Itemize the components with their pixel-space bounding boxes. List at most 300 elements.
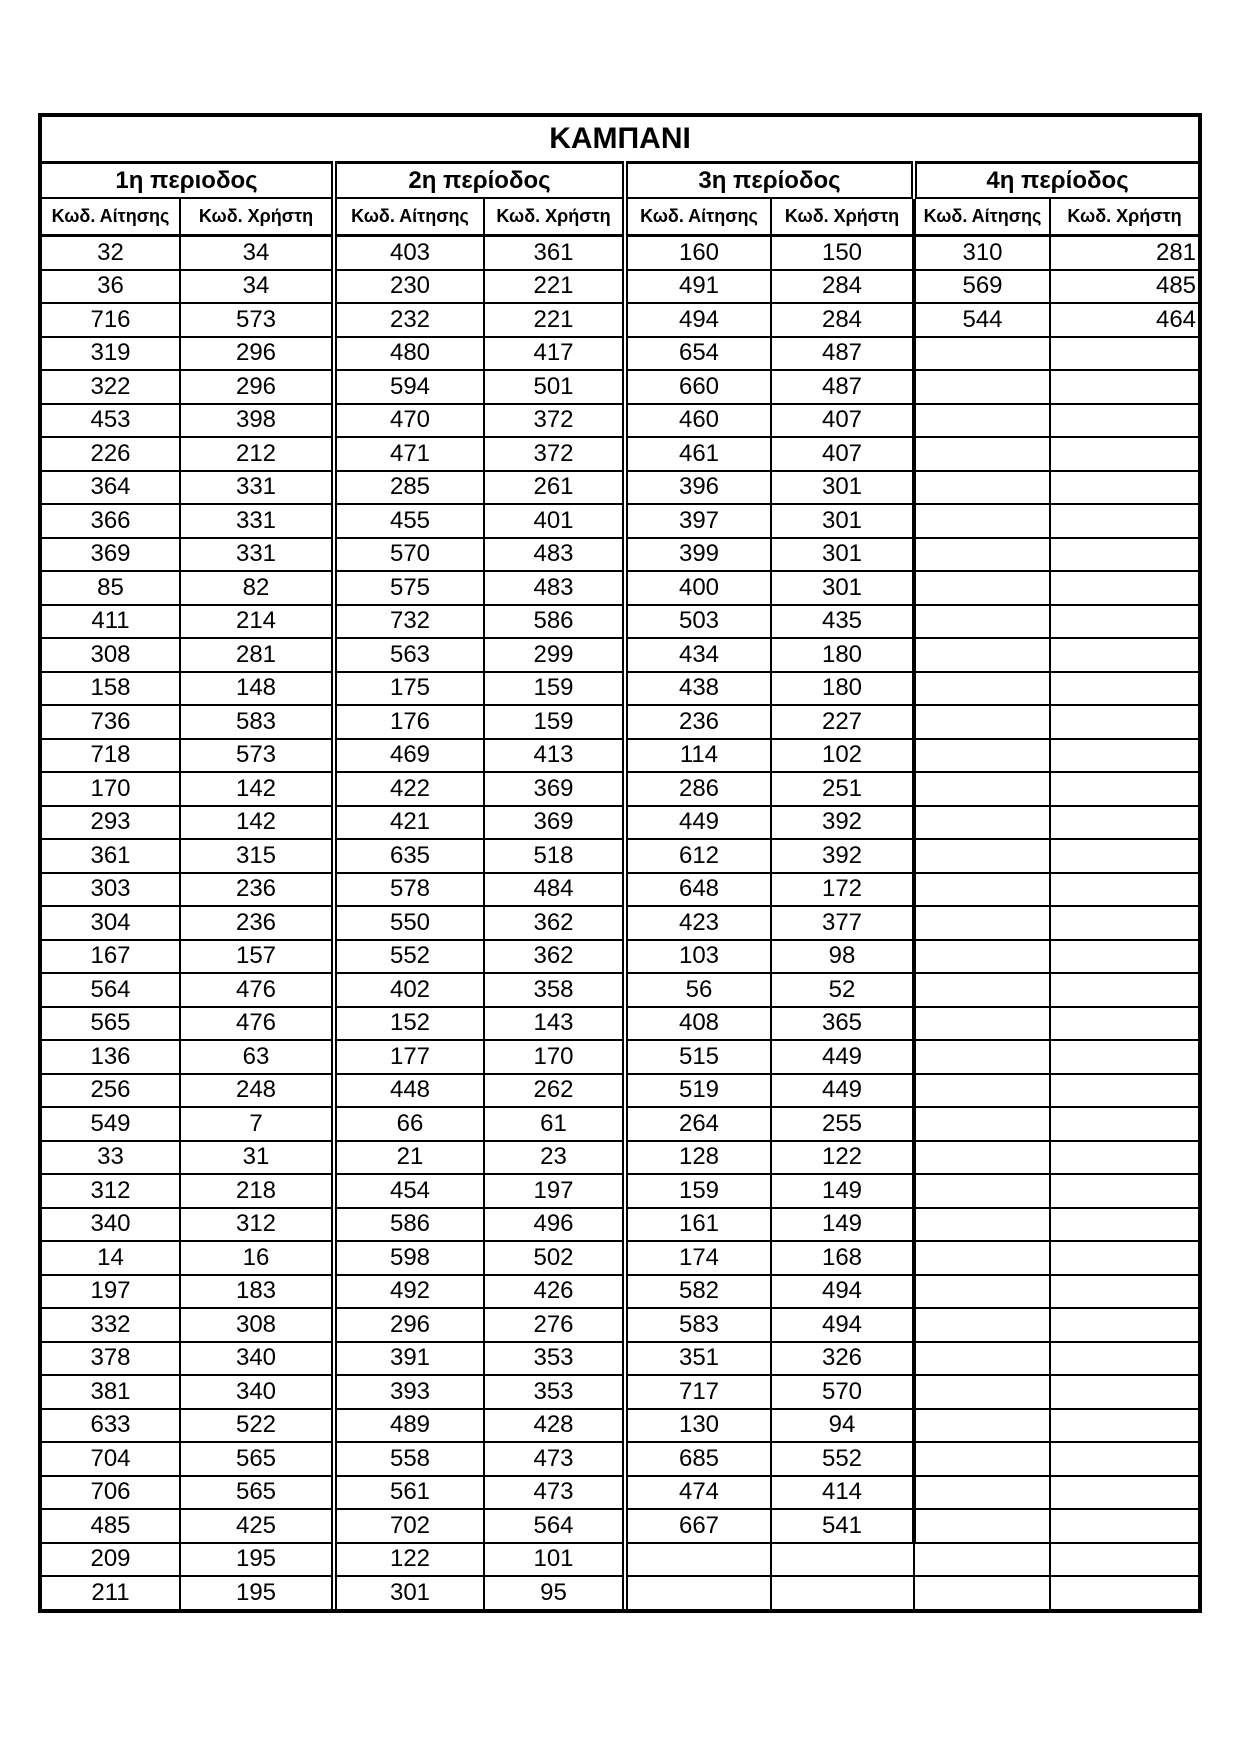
user-code-cell xyxy=(1050,839,1198,873)
user-code-cell: 142 xyxy=(180,806,334,840)
user-code-cell: 308 xyxy=(180,1308,334,1342)
request-code-cell: 612 xyxy=(625,839,771,873)
request-code-cell: 226 xyxy=(42,437,180,471)
request-code-cell: 471 xyxy=(334,437,484,471)
request-code-cell: 211 xyxy=(91,1578,130,1606)
request-code-cell: 470 xyxy=(334,404,484,438)
user-code-cell: 331 xyxy=(180,471,334,505)
request-code-cell: 264 xyxy=(625,1107,771,1141)
request-code-cell: 391 xyxy=(334,1342,484,1376)
user-code-cell: 365 xyxy=(771,1007,914,1041)
request-code-cell xyxy=(914,337,1050,371)
request-code-cell xyxy=(914,1107,1050,1141)
table-row xyxy=(42,538,1198,572)
user-code-cell: 142 xyxy=(180,772,334,806)
request-code-cell: 454 xyxy=(334,1174,484,1208)
table-row xyxy=(42,1040,1198,1074)
table-row xyxy=(42,303,1198,337)
request-code-cell: 160 xyxy=(625,236,771,270)
request-code-cell: 453 xyxy=(42,404,180,438)
table-row xyxy=(42,873,1198,907)
request-code-cell: 448 xyxy=(334,1074,484,1108)
request-code-cell xyxy=(914,1442,1050,1476)
request-code-cell: 564 xyxy=(42,973,180,1007)
user-code-cell: 276 xyxy=(484,1308,625,1342)
request-code-cell xyxy=(914,1241,1050,1275)
request-code-cell xyxy=(914,504,1050,538)
request-code-cell: 32 xyxy=(42,236,180,270)
table-row xyxy=(42,337,1198,371)
request-code-cell: 494 xyxy=(625,303,771,337)
request-code-cell xyxy=(914,1275,1050,1309)
user-code-cell: 435 xyxy=(771,605,914,639)
request-code-cell: 408 xyxy=(625,1007,771,1041)
user-code-cell: 522 xyxy=(180,1409,334,1443)
request-code-cell: 209 xyxy=(42,1543,180,1577)
request-code-cell: 565 xyxy=(42,1007,180,1041)
request-code-cell: 301 xyxy=(334,1576,484,1609)
request-code-cell: 400 xyxy=(625,571,771,605)
user-code-cell xyxy=(1050,1174,1198,1208)
user-code-cell: 369 xyxy=(484,806,625,840)
request-code-cell: 422 xyxy=(334,772,484,806)
user-code-cell: 284 xyxy=(771,303,914,337)
request-code-cell: 660 xyxy=(625,370,771,404)
user-code-cell: 143 xyxy=(484,1007,625,1041)
user-code-cell: 398 xyxy=(180,404,334,438)
user-code-cell: 564 xyxy=(484,1509,625,1543)
table-row xyxy=(42,940,1198,974)
period-4-header: 4η περίοδος xyxy=(914,163,1198,199)
request-code-cell: 236 xyxy=(625,705,771,739)
request-code-cell: 303 xyxy=(42,873,180,907)
table-row xyxy=(42,571,1198,605)
request-code-cell: 550 xyxy=(334,906,484,940)
user-code-cell: 583 xyxy=(180,705,334,739)
request-code-cell: 399 xyxy=(625,538,771,572)
request-code-cell xyxy=(914,705,1050,739)
user-code-cell: 473 xyxy=(484,1442,625,1476)
request-code-cell: 381 xyxy=(42,1375,180,1409)
user-code-cell: 362 xyxy=(484,940,625,974)
user-code-cell: 541 xyxy=(771,1509,914,1543)
user-code-cell: 552 xyxy=(771,1442,914,1476)
user-code-cell: 101 xyxy=(484,1543,625,1577)
user-code-cell xyxy=(1050,1074,1198,1108)
user-code-cell: 31 xyxy=(180,1141,334,1175)
request-code-cell: 434 xyxy=(625,638,771,672)
request-code-cell xyxy=(914,672,1050,706)
user-code-cell: 221 xyxy=(484,303,625,337)
request-code-cell: 103 xyxy=(625,940,771,974)
user-code-cell: 362 xyxy=(484,906,625,940)
user-code-cell: 122 xyxy=(771,1141,914,1175)
period-3-header: 3η περίοδος xyxy=(625,163,914,199)
period-2-header: 2η περίοδος xyxy=(334,163,625,199)
request-code-cell: 633 xyxy=(42,1409,180,1443)
request-code-cell: 704 xyxy=(42,1442,180,1476)
user-code-cell: 23 xyxy=(484,1141,625,1175)
col-header-user-code: Κωδ. Χρήστη xyxy=(1050,198,1198,236)
user-code-cell: 425 xyxy=(180,1509,334,1543)
request-code-cell: 544 xyxy=(914,303,1050,337)
request-code-cell: 421 xyxy=(334,806,484,840)
user-code-cell xyxy=(1050,1107,1198,1141)
request-code-cell: 340 xyxy=(42,1208,180,1242)
request-code-cell xyxy=(914,1576,1050,1609)
user-code-cell: 464 xyxy=(1050,303,1198,337)
user-code-cell: 331 xyxy=(180,504,334,538)
user-code-cell: 149 xyxy=(771,1174,914,1208)
user-code-cell xyxy=(1050,1275,1198,1309)
user-code-cell: 487 xyxy=(771,370,914,404)
user-code-cell: 487 xyxy=(771,337,914,371)
request-code-cell: 310 xyxy=(914,236,1050,270)
request-code-cell: 736 xyxy=(42,705,180,739)
user-code-cell: 340 xyxy=(180,1375,334,1409)
table-row xyxy=(42,1442,1198,1476)
user-code-cell: 261 xyxy=(484,471,625,505)
user-code-cell: 502 xyxy=(484,1241,625,1275)
request-code-cell: 685 xyxy=(625,1442,771,1476)
col-header-request-code: Κωδ. Αίτησης xyxy=(42,198,180,236)
user-code-cell: 296 xyxy=(180,337,334,371)
user-code-cell xyxy=(1050,1141,1198,1175)
request-code-cell: 469 xyxy=(334,739,484,773)
user-code-cell: 401 xyxy=(484,504,625,538)
user-code-cell: 484 xyxy=(484,873,625,907)
request-code-cell: 561 xyxy=(334,1476,484,1510)
request-code-cell: 130 xyxy=(625,1409,771,1443)
user-code-cell: 483 xyxy=(484,571,625,605)
user-code-cell xyxy=(1050,370,1198,404)
request-code-cell: 159 xyxy=(625,1174,771,1208)
user-code-cell xyxy=(771,1543,914,1577)
request-code-cell xyxy=(914,1509,1050,1543)
user-code-cell: 236 xyxy=(180,906,334,940)
request-code-cell: 578 xyxy=(334,873,484,907)
user-code-cell xyxy=(1050,705,1198,739)
request-code-cell: 460 xyxy=(625,404,771,438)
request-code-cell: 378 xyxy=(42,1342,180,1376)
table-row xyxy=(42,1141,1198,1175)
table-row xyxy=(42,1241,1198,1275)
user-code-cell: 312 xyxy=(180,1208,334,1242)
request-code-cell: 563 xyxy=(334,638,484,672)
request-code-cell: 716 xyxy=(42,303,180,337)
table-row xyxy=(42,605,1198,639)
user-code-cell: 361 xyxy=(484,236,625,270)
user-code-cell xyxy=(1050,1576,1198,1609)
request-code-cell xyxy=(914,1007,1050,1041)
request-code-cell: 174 xyxy=(625,1241,771,1275)
user-code-cell: 301 xyxy=(771,504,914,538)
request-code-cell: 21 xyxy=(334,1141,484,1175)
table-row xyxy=(42,906,1198,940)
user-code-cell: 326 xyxy=(771,1342,914,1376)
user-code-cell: 148 xyxy=(180,672,334,706)
request-code-cell: 449 xyxy=(625,806,771,840)
user-code-cell: 82 xyxy=(180,571,334,605)
user-code-cell: 296 xyxy=(180,370,334,404)
request-code-cell: 122 xyxy=(334,1543,484,1577)
user-code-cell: 236 xyxy=(180,873,334,907)
user-code-cell xyxy=(1050,1409,1198,1443)
user-code-cell: 284 xyxy=(771,270,914,304)
request-code-cell: 706 xyxy=(42,1476,180,1510)
user-code-cell: 159 xyxy=(484,705,625,739)
table-row xyxy=(42,1576,1198,1609)
schedule-table-container xyxy=(38,113,1202,1613)
user-code-cell xyxy=(1050,1241,1198,1275)
user-code-cell xyxy=(1050,1543,1198,1577)
table-row xyxy=(42,839,1198,873)
user-code-cell: 180 xyxy=(771,672,914,706)
request-code-cell: 654 xyxy=(625,337,771,371)
period-1-header: 1η περιοδος xyxy=(42,163,334,199)
request-code-cell: 56 xyxy=(625,973,771,1007)
request-code-cell xyxy=(914,839,1050,873)
user-code-cell: 248 xyxy=(180,1074,334,1108)
request-code-cell: 177 xyxy=(334,1040,484,1074)
user-code-cell: 227 xyxy=(771,705,914,739)
user-code-cell: 413 xyxy=(484,739,625,773)
request-code-cell xyxy=(914,404,1050,438)
request-code-cell xyxy=(914,538,1050,572)
user-code-cell: 414 xyxy=(771,1476,914,1510)
table-row xyxy=(42,739,1198,773)
request-code-cell: 366 xyxy=(42,504,180,538)
user-code-cell xyxy=(1050,538,1198,572)
request-code-cell xyxy=(914,605,1050,639)
request-code-cell: 598 xyxy=(334,1241,484,1275)
request-code-cell: 474 xyxy=(625,1476,771,1510)
request-code-cell: 152 xyxy=(334,1007,484,1041)
user-code-cell xyxy=(1050,806,1198,840)
request-code-cell: 296 xyxy=(334,1308,484,1342)
user-code-cell: 449 xyxy=(771,1040,914,1074)
request-code-cell xyxy=(914,906,1050,940)
request-code-cell: 586 xyxy=(334,1208,484,1242)
user-code-cell: 494 xyxy=(771,1308,914,1342)
user-code-cell: 7 xyxy=(180,1107,334,1141)
user-code-cell: 426 xyxy=(484,1275,625,1309)
table-row xyxy=(42,1174,1198,1208)
request-code-cell: 549 xyxy=(42,1107,180,1141)
user-code-cell: 372 xyxy=(484,437,625,471)
user-code-cell xyxy=(1050,638,1198,672)
user-code-cell: 358 xyxy=(484,973,625,1007)
request-code-cell: 732 xyxy=(334,605,484,639)
user-code-cell: 34 xyxy=(180,236,334,270)
user-code-cell xyxy=(1050,1375,1198,1409)
user-code-cell: 281 xyxy=(180,638,334,672)
request-code-cell xyxy=(914,806,1050,840)
request-code-cell xyxy=(914,772,1050,806)
request-code-cell: 364 xyxy=(42,471,180,505)
table-row xyxy=(42,471,1198,505)
request-code-cell: 575 xyxy=(334,571,484,605)
request-code-cell xyxy=(914,1476,1050,1510)
user-code-cell: 262 xyxy=(484,1074,625,1108)
request-code-cell: 396 xyxy=(625,471,771,505)
user-code-cell xyxy=(1050,404,1198,438)
user-code-cell: 573 xyxy=(180,303,334,337)
request-code-cell xyxy=(914,940,1050,974)
col-header-user-code: Κωδ. Χρήστη xyxy=(771,198,914,236)
request-code-cell xyxy=(914,1375,1050,1409)
table-row xyxy=(42,1409,1198,1443)
user-code-cell: 102 xyxy=(771,739,914,773)
request-code-cell: 369 xyxy=(42,538,180,572)
user-code-cell: 483 xyxy=(484,538,625,572)
user-code-cell xyxy=(1050,504,1198,538)
request-code-cell xyxy=(625,1576,771,1609)
table-row xyxy=(42,806,1198,840)
user-code-cell: 61 xyxy=(484,1107,625,1141)
user-code-cell xyxy=(1050,1308,1198,1342)
col-header-request-code: Κωδ. Αίτησης xyxy=(334,198,484,236)
table-row xyxy=(42,504,1198,538)
user-code-cell: 98 xyxy=(771,940,914,974)
user-code-cell xyxy=(771,1576,914,1609)
col-header-request-code: Κωδ. Αίτησης xyxy=(625,198,771,236)
request-code-cell: 161 xyxy=(625,1208,771,1242)
request-code-cell: 397 xyxy=(625,504,771,538)
user-code-cell xyxy=(1050,1040,1198,1074)
column-header-row xyxy=(42,198,1198,236)
user-code-cell: 565 xyxy=(180,1442,334,1476)
user-code-cell: 180 xyxy=(771,638,914,672)
user-code-cell: 52 xyxy=(771,973,914,1007)
table-row xyxy=(42,672,1198,706)
user-code-cell: 372 xyxy=(484,404,625,438)
table-row xyxy=(42,705,1198,739)
user-code-cell: 570 xyxy=(771,1375,914,1409)
request-code-cell xyxy=(914,1208,1050,1242)
user-code-cell: 501 xyxy=(484,370,625,404)
request-code-cell: 285 xyxy=(334,471,484,505)
request-code-cell xyxy=(914,973,1050,1007)
user-code-cell: 95 xyxy=(484,1576,625,1609)
request-code-cell xyxy=(914,370,1050,404)
table-row xyxy=(42,1208,1198,1242)
user-code-cell: 417 xyxy=(484,337,625,371)
user-code-cell: 301 xyxy=(771,538,914,572)
request-code-cell: 361 xyxy=(42,839,180,873)
user-code-cell: 281 xyxy=(1050,236,1198,270)
request-code-cell: 570 xyxy=(334,538,484,572)
user-code-cell: 473 xyxy=(484,1476,625,1510)
user-code-cell: 353 xyxy=(484,1375,625,1409)
table-row xyxy=(42,1375,1198,1409)
request-code-cell xyxy=(914,873,1050,907)
request-code-cell: 492 xyxy=(334,1275,484,1309)
request-code-cell: 489 xyxy=(334,1409,484,1443)
table-row xyxy=(42,270,1198,304)
request-code-cell: 332 xyxy=(42,1308,180,1342)
user-code-cell: 407 xyxy=(771,437,914,471)
user-code-cell: 301 xyxy=(771,571,914,605)
request-code-cell xyxy=(914,1141,1050,1175)
request-code-cell: 393 xyxy=(334,1375,484,1409)
request-code-cell: 114 xyxy=(625,739,771,773)
table-body xyxy=(42,236,1198,1609)
user-code-cell: 197 xyxy=(484,1174,625,1208)
request-code-cell: 197 xyxy=(42,1275,180,1309)
user-code-cell xyxy=(1050,772,1198,806)
user-code-cell: 301 xyxy=(771,471,914,505)
table-row xyxy=(42,772,1198,806)
user-code-cell xyxy=(1050,1007,1198,1041)
user-code-cell xyxy=(1050,1342,1198,1376)
request-code-cell: 582 xyxy=(625,1275,771,1309)
user-code-cell: 63 xyxy=(180,1040,334,1074)
user-code-cell: 586 xyxy=(484,605,625,639)
col-header-user-code: Κωδ. Χρήστη xyxy=(180,198,334,236)
user-code-cell: 407 xyxy=(771,404,914,438)
user-code-cell xyxy=(1050,906,1198,940)
request-code-cell: 66 xyxy=(334,1107,484,1141)
table-row xyxy=(42,1308,1198,1342)
user-code-cell xyxy=(1050,940,1198,974)
user-code-cell: 159 xyxy=(484,672,625,706)
request-code-cell xyxy=(914,1409,1050,1443)
user-code-cell: 377 xyxy=(771,906,914,940)
table-row xyxy=(42,1342,1198,1376)
user-code-cell xyxy=(1050,605,1198,639)
user-code-cell: 195 xyxy=(180,1543,334,1577)
request-code-cell: 308 xyxy=(42,638,180,672)
request-code-cell: 403 xyxy=(334,236,484,270)
user-code-cell: 449 xyxy=(771,1074,914,1108)
user-code-cell: 353 xyxy=(484,1342,625,1376)
request-code-cell xyxy=(625,1543,771,1577)
request-code-cell: 293 xyxy=(42,806,180,840)
table-row xyxy=(42,1275,1198,1309)
request-code-cell xyxy=(914,571,1050,605)
user-code-cell: 157 xyxy=(180,940,334,974)
request-code-cell: 423 xyxy=(625,906,771,940)
request-code-cell: 583 xyxy=(625,1308,771,1342)
request-code-cell: 515 xyxy=(625,1040,771,1074)
request-code-cell: 351 xyxy=(625,1342,771,1376)
request-code-cell: 136 xyxy=(42,1040,180,1074)
request-code-cell: 503 xyxy=(625,605,771,639)
request-code-cell: 635 xyxy=(334,839,484,873)
user-code-cell xyxy=(1050,672,1198,706)
table-row xyxy=(42,638,1198,672)
table-row xyxy=(42,1476,1198,1510)
request-code-cell: 312 xyxy=(42,1174,180,1208)
request-code-cell: 519 xyxy=(625,1074,771,1108)
user-code-cell: 565 xyxy=(180,1476,334,1510)
request-code-cell: 480 xyxy=(334,337,484,371)
request-code-cell xyxy=(914,638,1050,672)
table-row xyxy=(42,1007,1198,1041)
table-row xyxy=(42,236,1198,270)
table-title: ΚΑΜΠΑΝΙ xyxy=(42,117,1198,163)
user-code-cell: 183 xyxy=(180,1275,334,1309)
table-row xyxy=(42,404,1198,438)
user-code-cell: 34 xyxy=(180,270,334,304)
request-code-cell: 702 xyxy=(334,1509,484,1543)
user-code-cell: 485 xyxy=(1050,270,1198,304)
user-code-cell xyxy=(1050,1476,1198,1510)
request-code-cell: 558 xyxy=(334,1442,484,1476)
user-code-cell xyxy=(1050,739,1198,773)
user-code-cell: 212 xyxy=(180,437,334,471)
